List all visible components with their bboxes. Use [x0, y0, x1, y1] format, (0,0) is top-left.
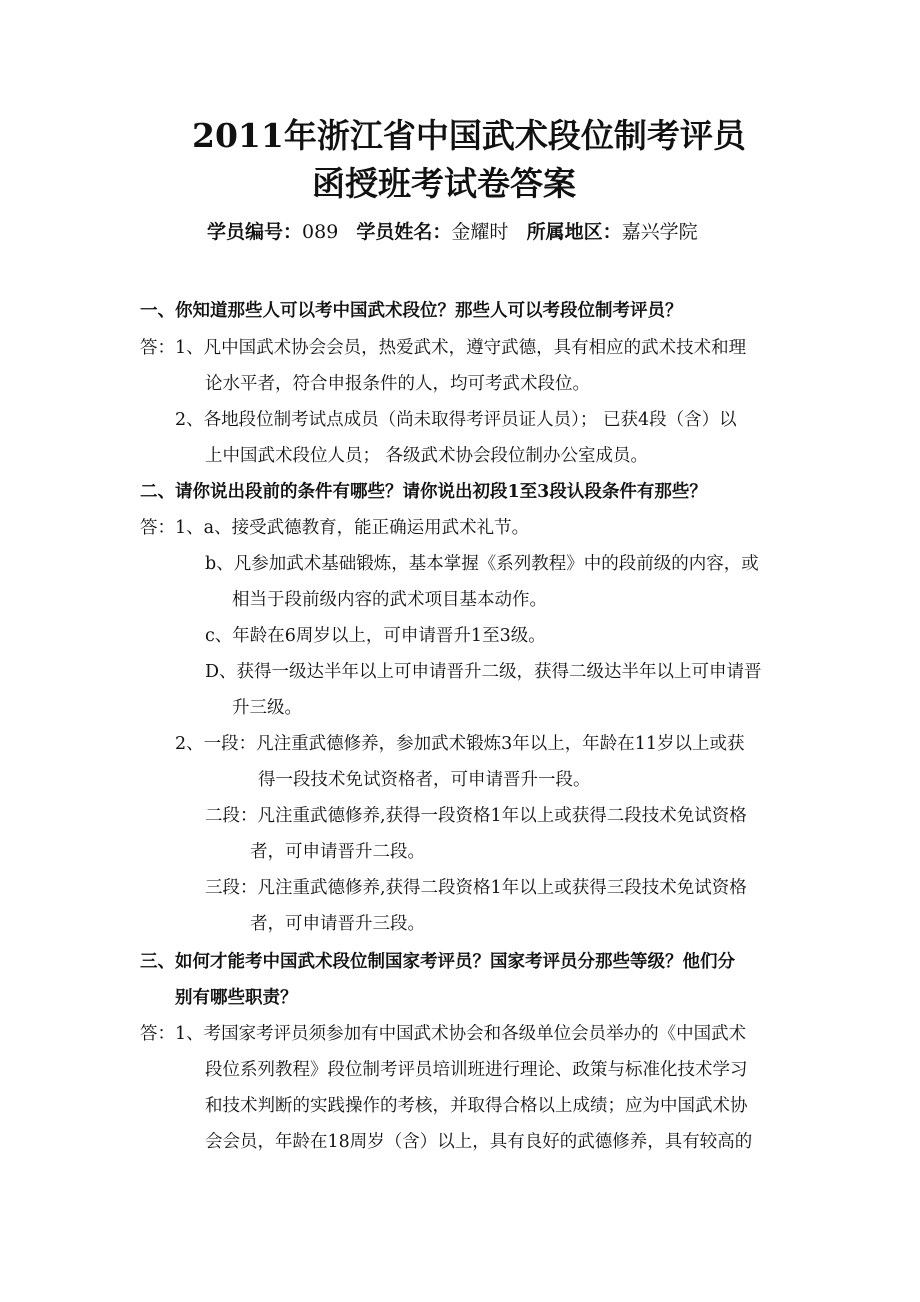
q2-item-b-line2: 相当于段前级内容的武术项目基本动作。 [232, 590, 547, 610]
q1-answer-1-line2: 论水平者，符合申报条件的人，均可考武术段位。 [205, 374, 590, 394]
q3-answer-1-line4: 会会员，年龄在18周岁（含）以上，具有良好的武德修养，具有较高的 [205, 1132, 753, 1152]
q2-item-d-line2: 升三级。 [232, 698, 302, 718]
student-id-value: 089 [302, 221, 339, 243]
q2-dan3-line2: 者，可申请晋升三段。 [250, 914, 425, 934]
q3-answer-1-line2: 段位系列教程》段位制考评员培训班进行理论、政策与标准化技术学习 [205, 1060, 748, 1080]
q2-item-d-line1: D、获得一级达半年以上可申请晋升二级，获得二级达半年以上可申请晋 [205, 662, 762, 682]
student-info [207, 220, 698, 244]
q1-answer-2-line2: 上中国武术段位人员； 各级武术协会段位制办公室成员。 [205, 446, 649, 466]
q2-item-b-line1: b、凡参加武术基础锻炼，基本掌握《系列教程》中的段前级的内容，或 [205, 554, 759, 574]
student-name-label: 学员姓名： [356, 221, 452, 243]
question-2: 二、请你说出段前的条件有哪些？请你说出初段1至3段认段条件有那些？ [140, 482, 707, 502]
q2-item-a: 答：1、a、接受武德教育，能正确运用武术礼节。 [140, 518, 530, 538]
q2-dan2-line1: 二段：凡注重武德修养,获得一段资格1年以上或获得二段技术免试资格 [205, 806, 747, 826]
doc-title-line1: 2011年浙江省中国武术段位制考评员 [192, 116, 746, 155]
student-region-value: 嘉兴学院 [621, 221, 698, 243]
q3-answer-1-line3: 和技术判断的实践操作的考核，并取得合格以上成绩；应为中国武术协 [205, 1096, 748, 1116]
student-name-value: 金耀时 [451, 221, 509, 243]
q2-dan2-line2: 者，可申请晋升二段。 [250, 842, 425, 862]
question-1: 一、你知道那些人可以考中国武术段位？那些人可以考段位制考评员？ [140, 301, 683, 321]
question-3-line2: 别有哪些职责？ [175, 988, 298, 1008]
q1-answer-2-line1: 2、各地段位制考试点成员（尚未取得考评员证人员）； 已获4段（含）以 [175, 410, 737, 430]
q2-dan3-line1: 三段：凡注重武德修养,获得二段资格1年以上或获得三段技术免试资格 [205, 878, 747, 898]
student-region-label: 所属地区： [526, 221, 622, 243]
q2-dan1-line2: 得一段技术免试资格者，可申请晋升一段。 [258, 770, 591, 790]
q2-item-c: c、年龄在6周岁以上，可申请晋升1至3级。 [205, 626, 546, 646]
question-3-line1: 三、如何才能考中国武术段位制国家考评员？国家考评员分那些等级？他们分 [140, 952, 735, 972]
q2-dan1-line1: 2、一段：凡注重武德修养，参加武术锻炼3年以上，年龄在11岁以上或获 [175, 734, 745, 754]
student-id-label: 学员编号： [207, 221, 303, 243]
q1-answer-1-line1: 答：1、凡中国武术协会会员，热爱武术，遵守武德，具有相应的武术技术和理 [140, 338, 747, 358]
doc-title-line2: 函授班考试卷答案 [312, 164, 576, 203]
q3-answer-1-line1: 答：1、考国家考评员须参加有中国武术协会和各级单位会员举办的《中国武术 [140, 1024, 747, 1044]
